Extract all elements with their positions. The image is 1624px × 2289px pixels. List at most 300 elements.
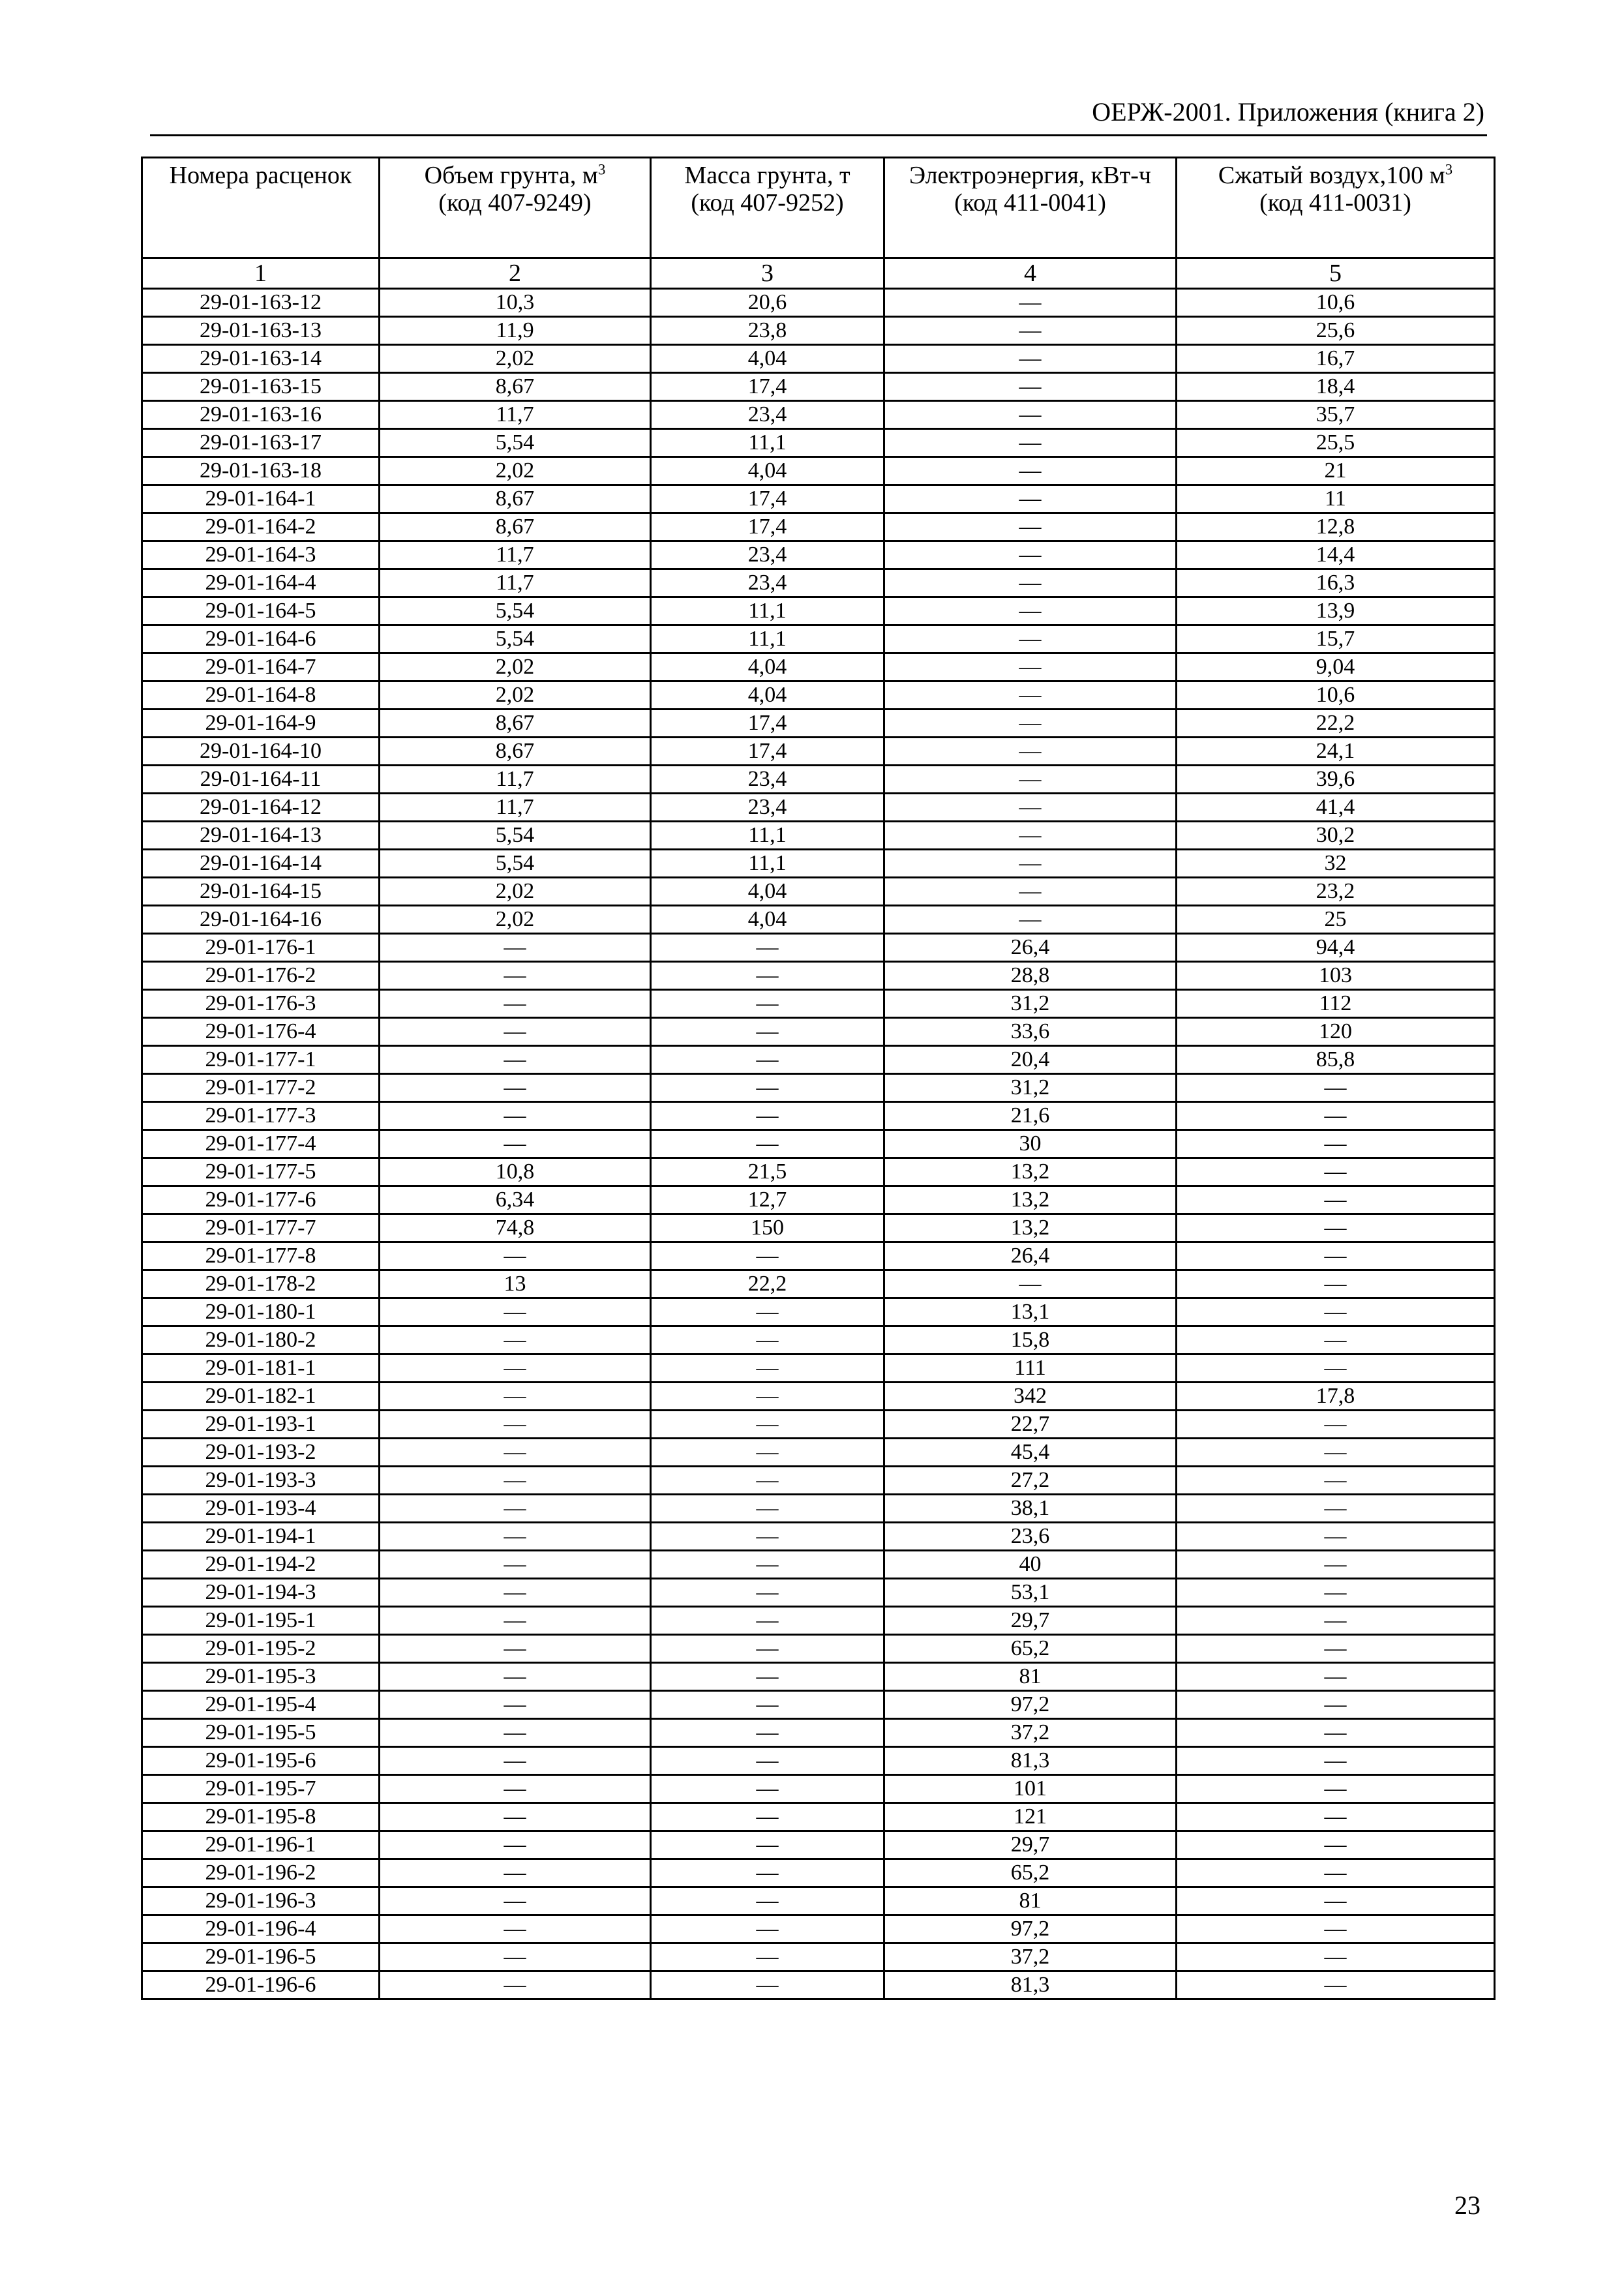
electricity-cell: 31,2 [884,1074,1177,1102]
soil-mass-cell: — [651,1579,884,1607]
electricity-cell: 101 [884,1775,1177,1803]
soil-mass-cell: — [651,1354,884,1383]
soil-mass-cell: 23,4 [651,401,884,429]
electricity-cell: 20,4 [884,1046,1177,1074]
rate-number-cell: 29-01-177-4 [142,1130,380,1158]
table-row [142,1691,1495,1719]
table-row [142,485,1495,513]
table-row [142,1719,1495,1747]
soil-volume-cell: 74,8 [380,1214,651,1242]
table-row [142,1298,1495,1326]
electricity-cell: — [884,457,1177,485]
soil-volume-cell: — [380,1018,651,1046]
electricity-cell: — [884,906,1177,934]
soil-mass-cell: — [651,1635,884,1663]
soil-volume-cell: 2,02 [380,457,651,485]
rate-number-cell: 29-01-164-15 [142,878,380,906]
soil-mass-cell: 4,04 [651,345,884,373]
compressed-air-cell: — [1177,1411,1495,1439]
soil-mass-cell: 17,4 [651,710,884,738]
soil-mass-cell: 11,1 [651,597,884,625]
soil-volume-cell: — [380,934,651,962]
column-header-soil-mass [651,158,884,258]
table-row [142,653,1495,681]
column-header-electricity [884,158,1177,258]
rate-number-cell: 29-01-164-8 [142,681,380,710]
electricity-cell: 121 [884,1803,1177,1831]
rate-number-cell: 29-01-164-12 [142,794,380,822]
page-number: 23 [1454,2191,1481,2220]
compressed-air-cell: — [1177,1607,1495,1635]
electricity-cell: 13,1 [884,1298,1177,1326]
compressed-air-cell: 16,3 [1177,569,1495,597]
soil-volume-cell: 5,54 [380,625,651,653]
rate-number-cell: 29-01-176-4 [142,1018,380,1046]
soil-mass-cell: 4,04 [651,878,884,906]
column-header-code: (код 411-0041) [954,188,1106,217]
soil-volume-cell: 11,7 [380,401,651,429]
table-row [142,1326,1495,1354]
table-row [142,373,1495,401]
table-row [142,1130,1495,1158]
electricity-cell: 26,4 [884,1242,1177,1270]
rate-number-cell: 29-01-195-5 [142,1719,380,1747]
compressed-air-cell: 9,04 [1177,653,1495,681]
rate-number-cell: 29-01-177-3 [142,1102,380,1130]
table-row [142,990,1495,1018]
soil-mass-cell: 4,04 [651,457,884,485]
soil-mass-cell: — [651,1326,884,1354]
rate-number-cell: 29-01-164-6 [142,625,380,653]
compressed-air-cell: — [1177,1242,1495,1270]
soil-mass-cell: — [651,1383,884,1411]
electricity-cell: — [884,766,1177,794]
soil-mass-cell: 17,4 [651,513,884,541]
electricity-cell: 26,4 [884,934,1177,962]
soil-mass-cell: 17,4 [651,373,884,401]
rate-number-cell: 29-01-163-15 [142,373,380,401]
rate-number-cell: 29-01-193-1 [142,1411,380,1439]
rate-number-cell: 29-01-164-11 [142,766,380,794]
compressed-air-cell: — [1177,1074,1495,1102]
soil-mass-cell: 17,4 [651,485,884,513]
compressed-air-cell: 112 [1177,990,1495,1018]
soil-mass-cell: 23,4 [651,541,884,569]
table-row [142,1158,1495,1186]
table-row [142,1635,1495,1663]
soil-mass-cell: — [651,990,884,1018]
compressed-air-cell: — [1177,1439,1495,1467]
soil-mass-cell: — [651,1102,884,1130]
compressed-air-cell: — [1177,1579,1495,1607]
electricity-cell: — [884,625,1177,653]
compressed-air-cell: — [1177,1523,1495,1551]
compressed-air-cell: 25 [1177,906,1495,934]
soil-volume-cell: — [380,1775,651,1803]
electricity-cell: 97,2 [884,1691,1177,1719]
column-header-code: (код 411-0031) [1259,188,1411,217]
soil-mass-cell: — [651,1663,884,1691]
table-row [142,569,1495,597]
table-row [142,541,1495,569]
table-row [142,1803,1495,1831]
soil-mass-cell: 11,1 [651,850,884,878]
compressed-air-cell: 17,8 [1177,1383,1495,1411]
compressed-air-cell: 22,2 [1177,710,1495,738]
soil-volume-cell: 8,67 [380,513,651,541]
rate-number-cell: 29-01-193-3 [142,1467,380,1495]
soil-mass-cell: — [651,1495,884,1523]
soil-volume-cell: 8,67 [380,485,651,513]
table-body [142,289,1495,1999]
compressed-air-cell: — [1177,1635,1495,1663]
soil-volume-cell: 2,02 [380,345,651,373]
soil-volume-cell: — [380,990,651,1018]
rate-number-cell: 29-01-163-14 [142,345,380,373]
table-row [142,1354,1495,1383]
soil-volume-cell: — [380,1495,651,1523]
rate-number-cell: 29-01-181-1 [142,1354,380,1383]
soil-volume-cell: — [380,1579,651,1607]
compressed-air-cell: 39,6 [1177,766,1495,794]
rate-number-cell: 29-01-164-13 [142,822,380,850]
rate-number-cell: 29-01-164-2 [142,513,380,541]
electricity-cell: 81,3 [884,1747,1177,1775]
rate-number-cell: 29-01-163-17 [142,429,380,457]
rate-number-cell: 29-01-163-18 [142,457,380,485]
soil-volume-cell: — [380,962,651,990]
rate-number-cell: 29-01-194-1 [142,1523,380,1551]
table-row [142,1915,1495,1943]
soil-mass-cell: — [651,1018,884,1046]
table-row [142,878,1495,906]
soil-volume-cell: 10,8 [380,1158,651,1186]
rate-number-cell: 29-01-177-7 [142,1214,380,1242]
column-number: 4 [884,258,1177,289]
column-number: 5 [1177,258,1495,289]
compressed-air-cell: 13,9 [1177,597,1495,625]
soil-mass-cell: — [651,1411,884,1439]
rate-number-cell: 29-01-196-4 [142,1915,380,1943]
table-row [142,625,1495,653]
compressed-air-cell: 25,5 [1177,429,1495,457]
table-row [142,822,1495,850]
soil-mass-cell: — [651,1298,884,1326]
rate-number-cell: 29-01-164-16 [142,906,380,934]
rate-number-cell: 29-01-164-7 [142,653,380,681]
rate-number-cell: 29-01-194-3 [142,1579,380,1607]
electricity-cell: — [884,597,1177,625]
soil-volume-cell: — [380,1635,651,1663]
soil-volume-cell: — [380,1130,651,1158]
soil-volume-cell: 8,67 [380,373,651,401]
electricity-cell: 38,1 [884,1495,1177,1523]
soil-volume-cell: — [380,1411,651,1439]
soil-mass-cell: 11,1 [651,429,884,457]
compressed-air-cell: 30,2 [1177,822,1495,850]
compressed-air-cell: — [1177,1943,1495,1971]
electricity-cell: — [884,569,1177,597]
electricity-cell: 21,6 [884,1102,1177,1130]
soil-volume-cell: — [380,1971,651,1999]
rate-number-cell: 29-01-195-7 [142,1775,380,1803]
soil-volume-cell: 8,67 [380,738,651,766]
table-row [142,1887,1495,1915]
table-row [142,317,1495,345]
compressed-air-cell: 15,7 [1177,625,1495,653]
table-row [142,1831,1495,1859]
rate-number-cell: 29-01-180-2 [142,1326,380,1354]
soil-mass-cell: 20,6 [651,289,884,317]
soil-volume-cell: — [380,1859,651,1887]
electricity-cell: — [884,317,1177,345]
compressed-air-cell: — [1177,1326,1495,1354]
compressed-air-cell: — [1177,1298,1495,1326]
electricity-cell: — [884,710,1177,738]
compressed-air-cell: — [1177,1831,1495,1859]
compressed-air-cell: — [1177,1803,1495,1831]
compressed-air-cell: — [1177,1551,1495,1579]
soil-mass-cell: — [651,1747,884,1775]
rate-number-cell: 29-01-193-4 [142,1495,380,1523]
table-row [142,457,1495,485]
soil-mass-cell: — [651,1943,884,1971]
electricity-cell: — [884,541,1177,569]
column-header-code: (код 407-9252) [691,188,844,217]
rate-number-cell: 29-01-177-2 [142,1074,380,1102]
rate-number-cell: 29-01-195-6 [142,1747,380,1775]
soil-mass-cell: 17,4 [651,738,884,766]
soil-mass-cell: — [651,1803,884,1831]
electricity-cell: — [884,485,1177,513]
table-row [142,513,1495,541]
soil-mass-cell: 11,1 [651,625,884,653]
compressed-air-cell: 12,8 [1177,513,1495,541]
table-header-row [142,158,1495,258]
soil-volume-cell: — [380,1074,651,1102]
rate-number-cell: 29-01-164-4 [142,569,380,597]
table-row [142,401,1495,429]
soil-volume-cell: 6,34 [380,1186,651,1214]
soil-volume-cell: — [380,1354,651,1383]
table-row [142,1270,1495,1298]
soil-volume-cell: — [380,1803,651,1831]
soil-mass-cell: 22,2 [651,1270,884,1298]
soil-mass-cell: — [651,1439,884,1467]
soil-mass-cell: — [651,1130,884,1158]
table-row [142,1943,1495,1971]
column-header-code: (код 407-9249) [438,188,592,217]
soil-volume-cell: 2,02 [380,653,651,681]
table-row [142,1551,1495,1579]
rate-number-cell: 29-01-180-1 [142,1298,380,1326]
soil-volume-cell: 11,7 [380,541,651,569]
table-row [142,934,1495,962]
compressed-air-cell: — [1177,1467,1495,1495]
soil-volume-cell: — [380,1439,651,1467]
rate-number-cell: 29-01-163-12 [142,289,380,317]
soil-mass-cell: — [651,1831,884,1859]
soil-mass-cell: — [651,1242,884,1270]
compressed-air-cell: — [1177,1158,1495,1186]
column-header-label: Сжатый воздух,100 м [1218,162,1445,189]
electricity-cell: 28,8 [884,962,1177,990]
soil-volume-cell: 5,54 [380,597,651,625]
column-header-label: Номера расценок [169,162,352,189]
electricity-cell: 29,7 [884,1831,1177,1859]
compressed-air-cell: 16,7 [1177,345,1495,373]
soil-volume-cell: 5,54 [380,850,651,878]
electricity-cell: — [884,850,1177,878]
electricity-cell: 13,2 [884,1214,1177,1242]
soil-volume-cell: — [380,1831,651,1859]
electricity-cell: — [884,289,1177,317]
soil-mass-cell: — [651,1915,884,1943]
compressed-air-cell: — [1177,1354,1495,1383]
electricity-cell: 29,7 [884,1607,1177,1635]
rate-number-cell: 29-01-178-2 [142,1270,380,1298]
rate-number-cell: 29-01-164-3 [142,541,380,569]
soil-mass-cell: — [651,1691,884,1719]
soil-volume-cell: 11,7 [380,766,651,794]
table-row [142,289,1495,317]
column-header-superscript: 3 [597,161,606,178]
table-row [142,1074,1495,1102]
electricity-cell: — [884,429,1177,457]
column-header-label: Электроэнергия, кВт-ч [909,162,1151,189]
rate-number-cell: 29-01-193-2 [142,1439,380,1467]
electricity-cell: 33,6 [884,1018,1177,1046]
soil-volume-cell: — [380,1691,651,1719]
rate-number-cell: 29-01-164-5 [142,597,380,625]
soil-mass-cell: 23,4 [651,766,884,794]
rate-number-cell: 29-01-163-13 [142,317,380,345]
electricity-cell: 65,2 [884,1635,1177,1663]
compressed-air-cell: 32 [1177,850,1495,878]
electricity-cell: — [884,822,1177,850]
soil-mass-cell: 150 [651,1214,884,1242]
electricity-cell: 111 [884,1354,1177,1383]
table-row [142,1102,1495,1130]
compressed-air-cell: 35,7 [1177,401,1495,429]
electricity-cell: — [884,1270,1177,1298]
electricity-cell: 13,2 [884,1158,1177,1186]
compressed-air-cell: 21 [1177,457,1495,485]
rate-number-cell: 29-01-164-1 [142,485,380,513]
electricity-cell: 40 [884,1551,1177,1579]
soil-volume-cell: — [380,1467,651,1495]
soil-volume-cell: — [380,1102,651,1130]
soil-volume-cell: — [380,1326,651,1354]
rate-number-cell: 29-01-164-14 [142,850,380,878]
soil-volume-cell: — [380,1943,651,1971]
soil-volume-cell: — [380,1915,651,1943]
soil-volume-cell: — [380,1551,651,1579]
rate-number-cell: 29-01-196-6 [142,1971,380,1999]
table-row [142,1663,1495,1691]
soil-mass-cell: — [651,962,884,990]
table-row [142,1467,1495,1495]
electricity-cell: — [884,653,1177,681]
electricity-cell: — [884,878,1177,906]
rate-number-cell: 29-01-176-2 [142,962,380,990]
soil-volume-cell: 11,7 [380,569,651,597]
rate-number-cell: 29-01-195-2 [142,1635,380,1663]
compressed-air-cell: — [1177,1214,1495,1242]
rate-number-cell: 29-01-195-8 [142,1803,380,1831]
compressed-air-cell: — [1177,1887,1495,1915]
table-row [142,1495,1495,1523]
soil-mass-cell: — [651,1719,884,1747]
compressed-air-cell: 120 [1177,1018,1495,1046]
compressed-air-cell: — [1177,1915,1495,1943]
soil-mass-cell: 4,04 [651,906,884,934]
rate-number-cell: 29-01-196-2 [142,1859,380,1887]
compressed-air-cell: — [1177,1102,1495,1130]
soil-volume-cell: 11,7 [380,794,651,822]
table-row [142,1214,1495,1242]
column-number-row [142,258,1495,289]
compressed-air-cell: 24,1 [1177,738,1495,766]
compressed-air-cell: 103 [1177,962,1495,990]
table-row [142,1186,1495,1214]
table-row [142,597,1495,625]
table-row [142,429,1495,457]
electricity-cell: 53,1 [884,1579,1177,1607]
table-row [142,1579,1495,1607]
table-row [142,1411,1495,1439]
column-number: 1 [142,258,380,289]
column-header-label: Объем грунта, м [424,162,598,189]
electricity-cell: — [884,681,1177,710]
soil-volume-cell: 2,02 [380,906,651,934]
soil-volume-cell: — [380,1046,651,1074]
table-row [142,906,1495,934]
electricity-cell: 27,2 [884,1467,1177,1495]
table-row [142,1775,1495,1803]
soil-volume-cell: — [380,1887,651,1915]
electricity-cell: 22,7 [884,1411,1177,1439]
compressed-air-cell: 18,4 [1177,373,1495,401]
soil-mass-cell: — [651,1551,884,1579]
soil-volume-cell: 13 [380,1270,651,1298]
compressed-air-cell: — [1177,1663,1495,1691]
table-row [142,1046,1495,1074]
electricity-cell: 23,6 [884,1523,1177,1551]
rate-number-cell: 29-01-196-5 [142,1943,380,1971]
soil-volume-cell: 5,54 [380,822,651,850]
electricity-cell: 45,4 [884,1439,1177,1467]
column-header-compressed-air [1177,158,1495,258]
rate-number-cell: 29-01-164-10 [142,738,380,766]
soil-volume-cell: — [380,1383,651,1411]
soil-volume-cell: — [380,1242,651,1270]
norms-table [141,157,1496,2000]
compressed-air-cell: 85,8 [1177,1046,1495,1074]
table-row [142,962,1495,990]
table-row [142,1383,1495,1411]
electricity-cell: 342 [884,1383,1177,1411]
rate-number-cell: 29-01-176-1 [142,934,380,962]
compressed-air-cell: — [1177,1747,1495,1775]
electricity-cell: — [884,738,1177,766]
soil-volume-cell: 10,3 [380,289,651,317]
soil-mass-cell: 11,1 [651,822,884,850]
rate-number-cell: 29-01-195-3 [142,1663,380,1691]
compressed-air-cell: — [1177,1495,1495,1523]
soil-mass-cell: 23,4 [651,569,884,597]
soil-mass-cell: 23,8 [651,317,884,345]
